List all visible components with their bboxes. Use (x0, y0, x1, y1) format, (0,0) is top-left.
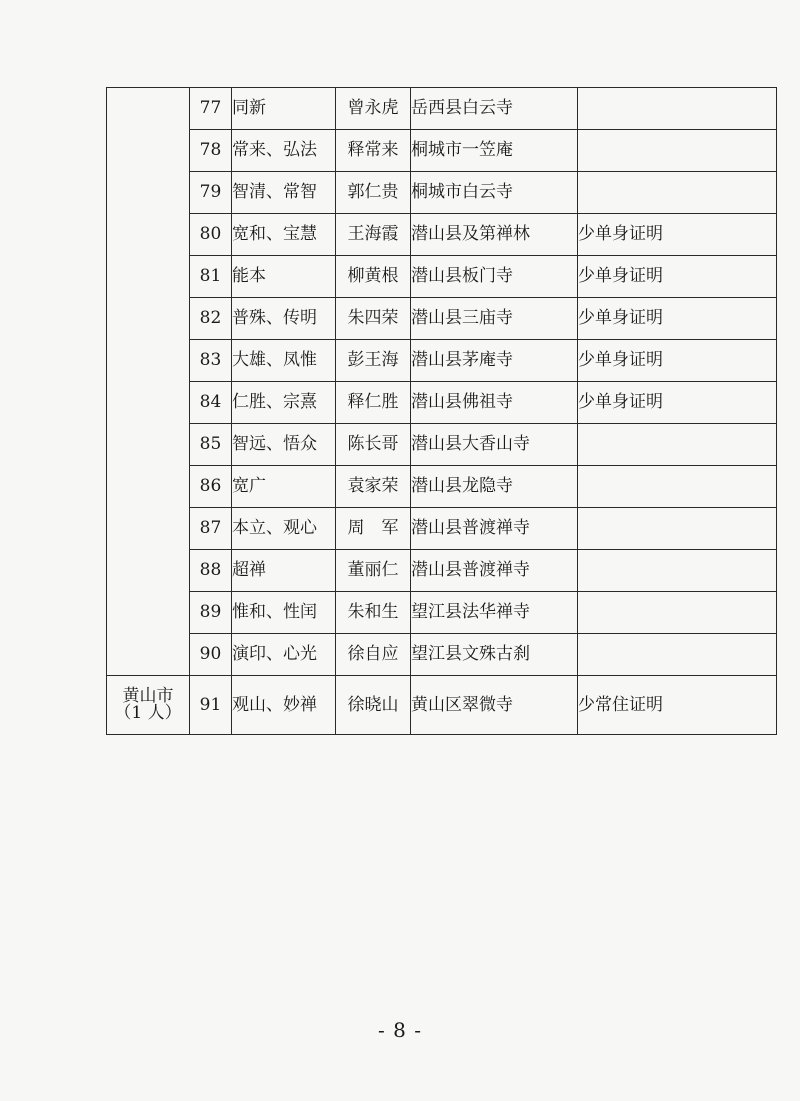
temple: 潜山县佛祖寺 (411, 382, 578, 424)
row-number: 88 (190, 550, 232, 592)
region-name: 黄山市 (122, 686, 174, 706)
table-row (107, 508, 777, 550)
secular-name: 朱四荣 (336, 298, 411, 340)
row-number: 85 (190, 424, 232, 466)
secular-name: 袁家荣 (336, 466, 411, 508)
table-row (107, 592, 777, 634)
note (578, 508, 777, 550)
dharma-name: 常来、弘法 (232, 130, 336, 172)
note (578, 550, 777, 592)
table-row (107, 88, 777, 130)
table-row (107, 340, 777, 382)
note: 少单身证明 (578, 298, 777, 340)
dharma-name: 能本 (232, 256, 336, 298)
row-number: 79 (190, 172, 232, 214)
row-number: 89 (190, 592, 232, 634)
secular-name: 陈长哥 (336, 424, 411, 466)
note (578, 592, 777, 634)
dharma-name: 本立、观心 (232, 508, 336, 550)
region-cell-huangshan (107, 676, 190, 735)
region-count: （1 人） (114, 703, 182, 723)
table-row (107, 676, 777, 735)
row-number: 84 (190, 382, 232, 424)
temple: 潜山县及第禅林 (411, 214, 578, 256)
table-row (107, 424, 777, 466)
temple: 潜山县普渡禅寺 (411, 508, 578, 550)
note (578, 172, 777, 214)
table-row (107, 550, 777, 592)
dharma-name: 惟和、性闰 (232, 592, 336, 634)
note: 少单身证明 (578, 214, 777, 256)
temple: 潜山县普渡禅寺 (411, 550, 578, 592)
secular-name: 徐自应 (336, 634, 411, 676)
secular-name: 徐晓山 (336, 676, 411, 735)
dharma-name: 普殊、传明 (232, 298, 336, 340)
row-number: 80 (190, 214, 232, 256)
secular-name: 朱和生 (336, 592, 411, 634)
note (578, 424, 777, 466)
note (578, 466, 777, 508)
table-row (107, 172, 777, 214)
dharma-name: 演印、心光 (232, 634, 336, 676)
secular-name: 释仁胜 (336, 382, 411, 424)
temple: 潜山县大香山寺 (411, 424, 578, 466)
table-row (107, 466, 777, 508)
table-row (107, 214, 777, 256)
dharma-name: 大雄、凤惟 (232, 340, 336, 382)
row-number: 91 (190, 676, 232, 735)
dharma-name: 超禅 (232, 550, 336, 592)
temple: 桐城市白云寺 (411, 172, 578, 214)
secular-name: 董丽仁 (336, 550, 411, 592)
temple: 潜山县茅庵寺 (411, 340, 578, 382)
note (578, 130, 777, 172)
table-row (107, 382, 777, 424)
temple: 潜山县板门寺 (411, 256, 578, 298)
note: 少单身证明 (578, 340, 777, 382)
row-number: 82 (190, 298, 232, 340)
temple: 黄山区翠微寺 (411, 676, 578, 735)
secular-name: 郭仁贵 (336, 172, 411, 214)
row-number: 86 (190, 466, 232, 508)
secular-name: 曾永虎 (336, 88, 411, 130)
secular-name: 彭王海 (336, 340, 411, 382)
dharma-name: 宽广 (232, 466, 336, 508)
table-row (107, 130, 777, 172)
temple: 潜山县龙隐寺 (411, 466, 578, 508)
dharma-name: 智清、常智 (232, 172, 336, 214)
row-number: 83 (190, 340, 232, 382)
dharma-name: 宽和、宝慧 (232, 214, 336, 256)
note: 少单身证明 (578, 382, 777, 424)
temple: 岳西县白云寺 (411, 88, 578, 130)
temple: 桐城市一笠庵 (411, 130, 578, 172)
row-number: 77 (190, 88, 232, 130)
dharma-name: 观山、妙禅 (232, 676, 336, 735)
dharma-name: 智远、悟众 (232, 424, 336, 466)
temple: 望江县法华禅寺 (411, 592, 578, 634)
region-cell-continued (107, 88, 190, 676)
row-number: 81 (190, 256, 232, 298)
secular-name: 释常来 (336, 130, 411, 172)
note (578, 88, 777, 130)
note: 少单身证明 (578, 256, 777, 298)
row-number: 87 (190, 508, 232, 550)
dharma-name: 同新 (232, 88, 336, 130)
table-row (107, 298, 777, 340)
table-row (107, 256, 777, 298)
page-number: - 8 - (378, 1018, 422, 1042)
roster-table (106, 87, 777, 735)
temple: 望江县文殊古刹 (411, 634, 578, 676)
note: 少常住证明 (578, 676, 777, 735)
table-row (107, 634, 777, 676)
secular-name: 王海霞 (336, 214, 411, 256)
row-number: 90 (190, 634, 232, 676)
note (578, 634, 777, 676)
secular-name: 柳黄根 (336, 256, 411, 298)
dharma-name: 仁胜、宗熹 (232, 382, 336, 424)
secular-name: 周 军 (336, 508, 411, 550)
temple: 潜山县三庙寺 (411, 298, 578, 340)
row-number: 78 (190, 130, 232, 172)
